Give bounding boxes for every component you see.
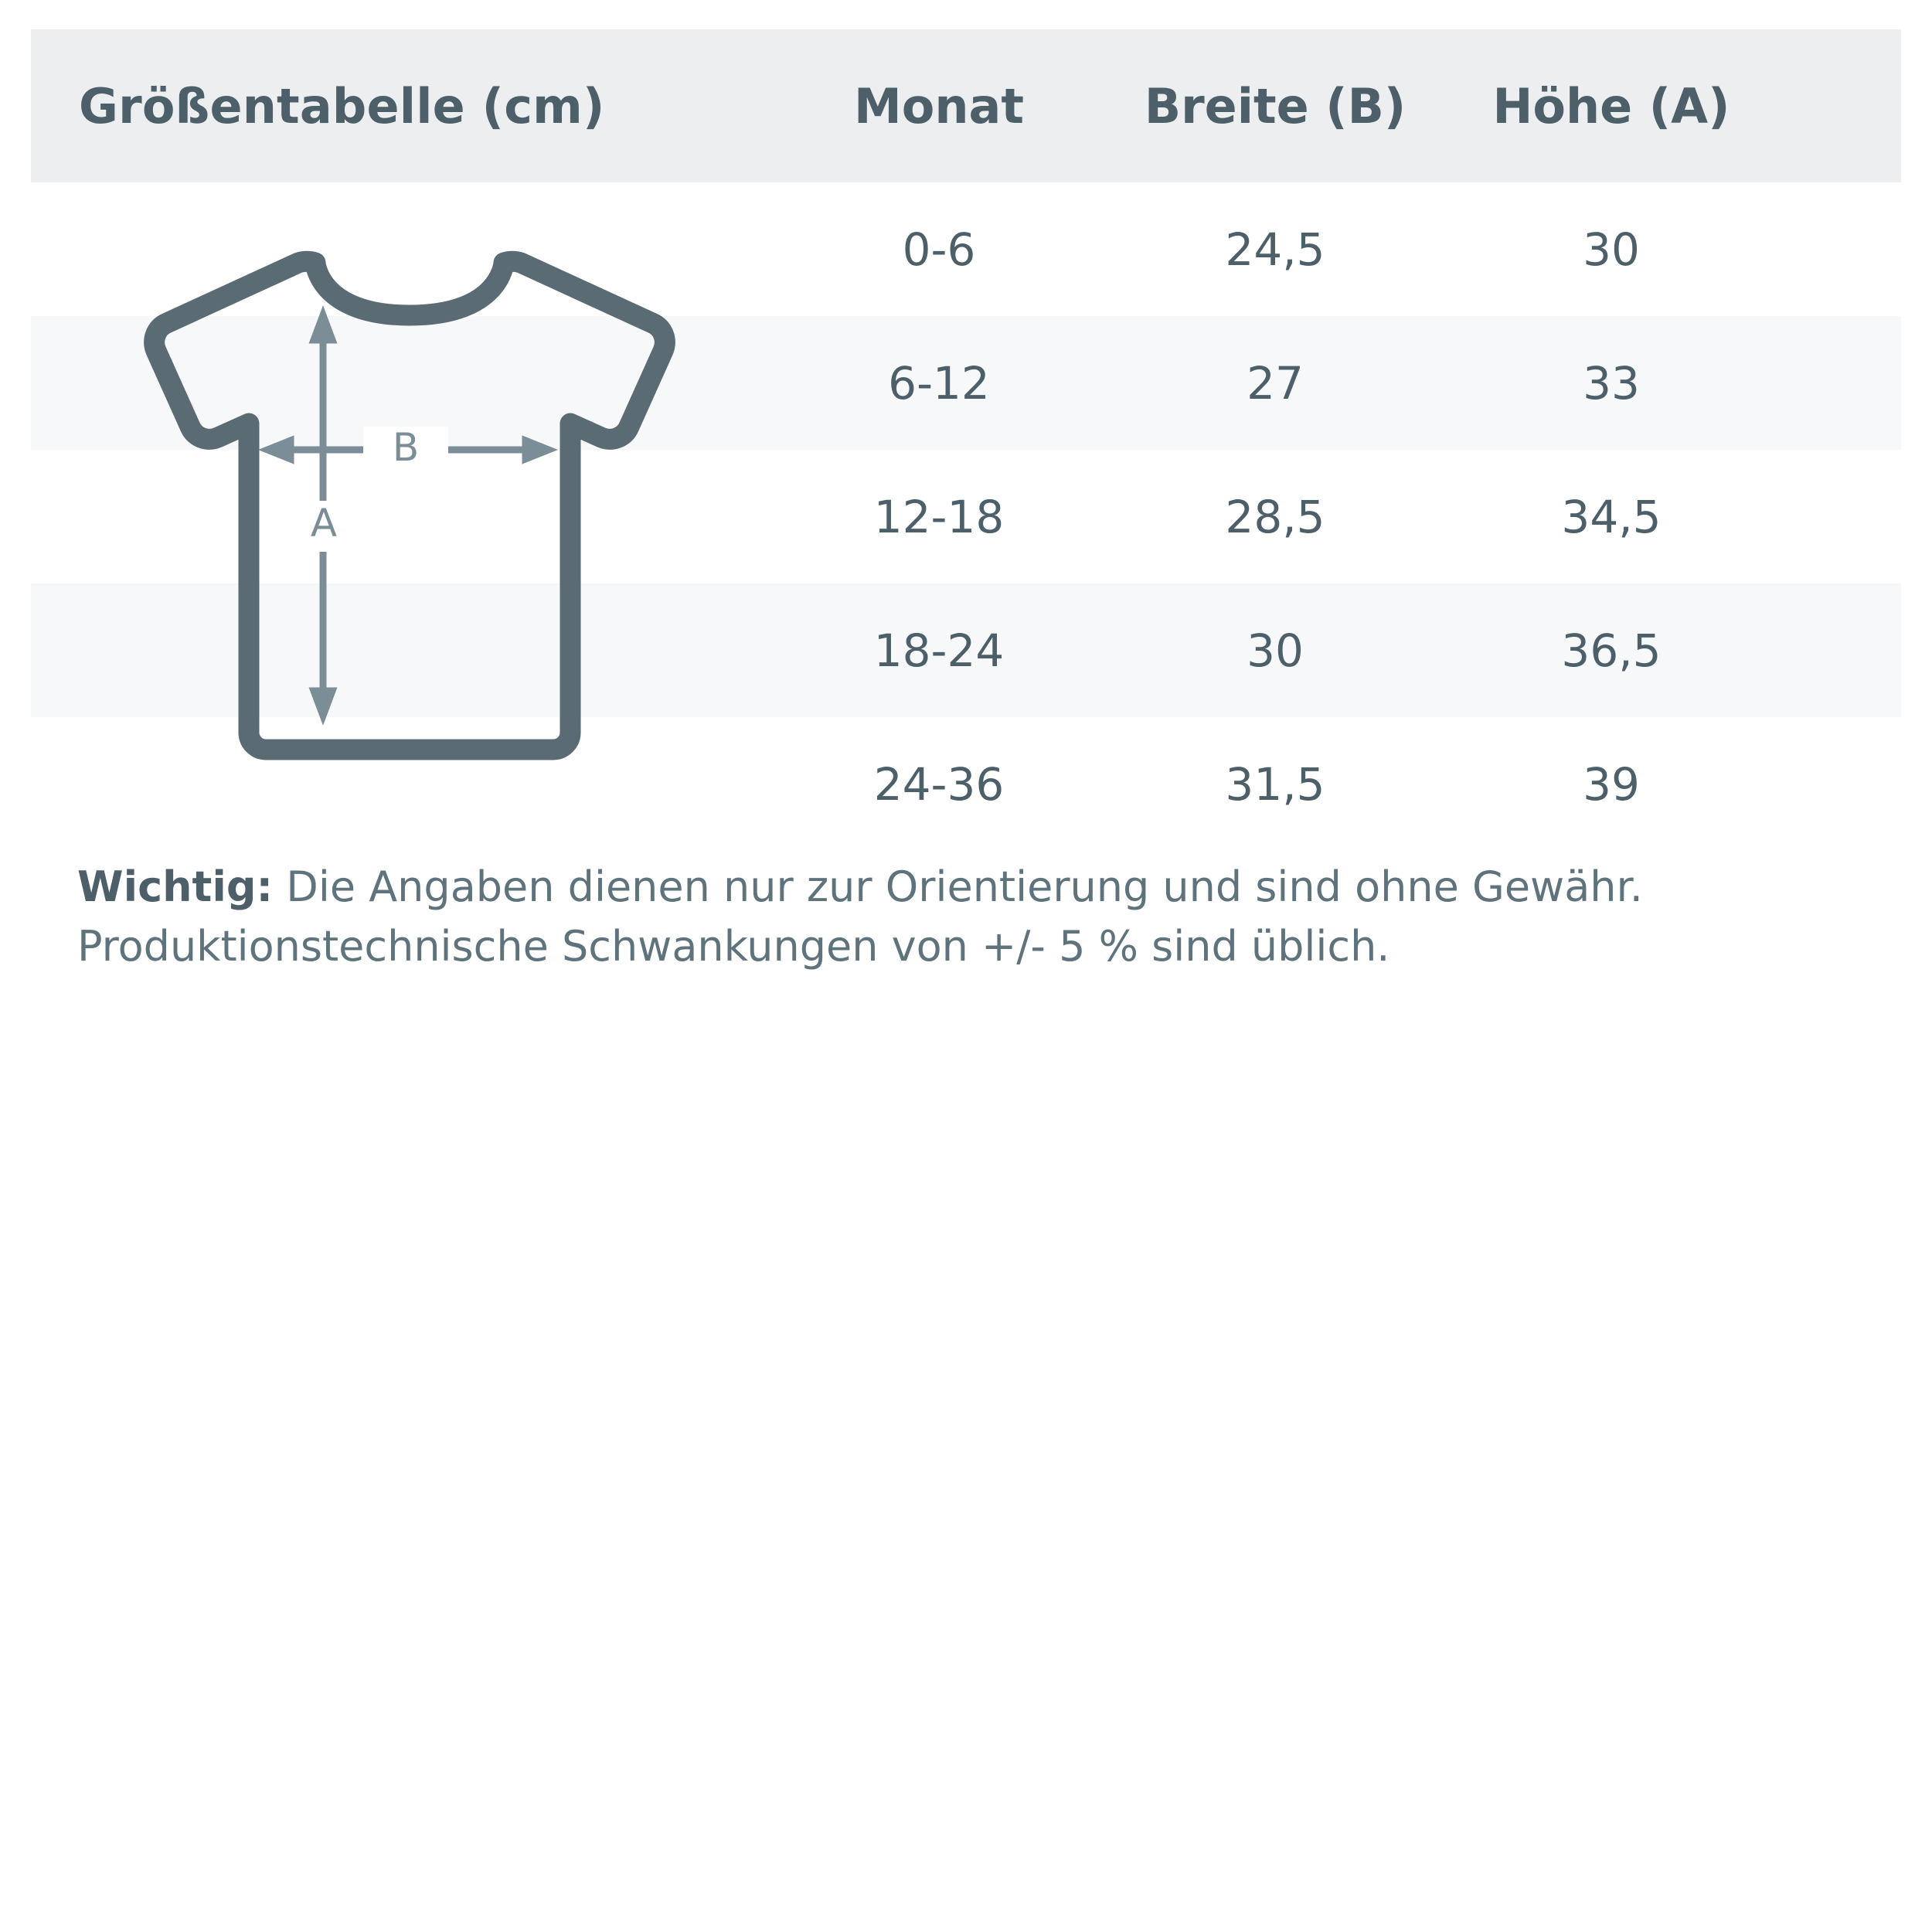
cell-month: 24-36 — [873, 757, 1005, 811]
cell-width: 31,5 — [1225, 757, 1325, 811]
tshirt-diagram — [116, 232, 703, 788]
disclaimer-note — [77, 858, 1878, 976]
column-header-month: Monat — [854, 77, 1024, 134]
column-header-width: Breite (B) — [1144, 77, 1406, 134]
cell-month: 0-6 — [902, 223, 976, 276]
cell-height: 39 — [1583, 757, 1640, 811]
cell-width: 24,5 — [1225, 223, 1325, 276]
cell-month: 6-12 — [888, 356, 990, 410]
cell-month: 18-24 — [873, 624, 1005, 677]
disclaimer-text: Die Angaben dienen nur zur Orientierung und sind ohne Gewähr. Produktionstechnische Schwankungen von +/- 5 % sind üblich. — [77, 862, 1643, 971]
cell-height: 33 — [1583, 356, 1640, 410]
width-label: B — [392, 425, 420, 470]
cell-height: 30 — [1583, 223, 1640, 276]
column-header-height: Höhe (A) — [1492, 77, 1730, 134]
cell-month: 12-18 — [873, 490, 1005, 543]
cell-height: 34,5 — [1561, 490, 1662, 543]
height-label: A — [310, 501, 338, 546]
cell-width: 30 — [1247, 624, 1304, 677]
tshirt-icon — [116, 232, 703, 788]
disclaimer-lead: Wichtig: — [77, 862, 274, 911]
cell-width: 27 — [1247, 356, 1304, 410]
cell-width: 28,5 — [1225, 490, 1325, 543]
page-title: Größentabelle (cm) — [79, 77, 605, 134]
table-header-row — [31, 29, 1901, 182]
cell-height: 36,5 — [1561, 624, 1662, 677]
